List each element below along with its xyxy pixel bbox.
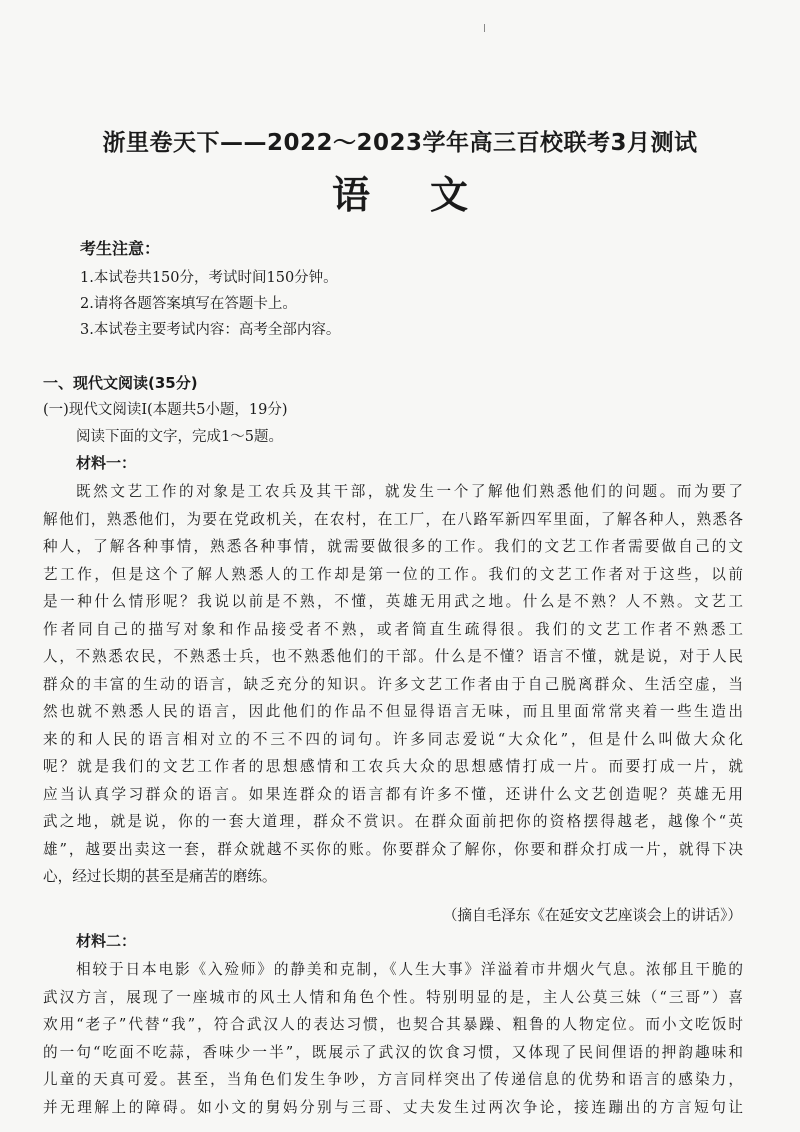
reading-instruction: 阅读下面的文字，完成1～5题。 (76, 429, 283, 445)
exam-title: 浙里卷天下——2022～2023学年高三百校联考3月测试 (102, 130, 698, 156)
text-line: 群众的丰富的生动的语言，缺乏充分的知识。许多文艺工作者由于自己脱离群众、生活空虚，当 (43, 675, 743, 693)
text-line: 作者同自己的描写对象和作品接受者不熟，或者简直生疏得很。我们的文艺工作者不熟悉工 (43, 620, 743, 638)
text-line: 既然文艺工作的对象是工农兵及其干部，就发生一个了解他们熟悉他们的问题。而为要了 (76, 483, 743, 500)
subsection-heading: (一)现代文阅读Ⅰ(本题共5小题，19分) (43, 402, 288, 418)
text-line: 相较于日本电影《入殓师》的静美和克制，《人生大事》洋溢着市井烟火气息。浓郁且干脆的 (76, 961, 743, 978)
text-line: 艺工作，但是这个了解人熟悉人的工作却是第一位的工作。我们的文艺工作者对于这些，以前 (43, 565, 743, 583)
notice-item: 2.请将各题答案填写在答题卡上。 (80, 296, 297, 312)
text-line: 欢用“老子”代替“我”，符合武汉人的表达习惯，也契合其暴躁、粗鲁的人物定位。而小文吃饭时 (43, 1016, 743, 1033)
text-line: 来的和人民的语言相对立的不三不四的词句。许多同志爱说“大众化”，但是什么叫做大众化 (43, 730, 743, 748)
material-one-heading: 材料一： (76, 454, 137, 472)
section-heading: 一、现代文阅读(35分) (43, 374, 198, 392)
scan-mark (484, 24, 485, 32)
text-line: 的一句“吃面不吃蒜，香味少一半”，既展示了武汉的饮食习惯，又体现了民间俚语的押韵趣味和 (43, 1043, 743, 1061)
subject-title: 语文 (331, 173, 528, 217)
text-line: 是一种什么情形呢？我说以前是不熟，不懂，英雄无用武之地。什么是不熟？人不熟。文艺工 (43, 593, 743, 610)
notice-item: 1.本试卷共150分，考试时间150分钟。 (80, 270, 338, 286)
material-two-heading: 材料二： (76, 932, 137, 950)
text-line: 儿童的天真可爱。甚至，当角色们发生争吵，方言同样突出了传递信息的优势和语言的感染力， (43, 1071, 743, 1088)
notice-item: 3.本试卷主要考试内容：高考全部内容。 (80, 322, 341, 338)
text-line: 种人，了解各种事情，熟悉各种事情，就需要做很多的工作。我们的文艺工作者需要做自己的文 (43, 538, 743, 555)
text-line: 武之地，就是说，你的一套大道理，群众不赏识。在群众面前把你的资格摆得越老，越像个“英 (43, 813, 743, 830)
text-line: 心，经过长期的甚至是痛苦的磨练。 (43, 868, 277, 885)
notice-heading: 考生注意： (80, 239, 161, 258)
text-line: 并无理解上的障碍。如小文的舅妈分别与三哥、丈夫发生过两次争论，接连蹦出的方言短句让 (43, 1098, 743, 1116)
text-line: 解他们，熟悉他们，为要在党政机关，在农村，在工厂，在八路军新四军里面，了解各种人，熟悉各 (43, 510, 743, 528)
text-line: 然也就不熟悉人民的语言，因此他们的作品不但显得语言无味，而且里面常常夹着一些生造出 (43, 703, 743, 720)
text-line: 呢？就是我们的文艺工作者的思想感情和工农兵大众的思想感情打成一片。而要打成一片，就 (43, 758, 743, 775)
text-line: 应当认真学习群众的语言。如果连群众的语言都有许多不懂，还讲什么文艺创造呢？英雄无用 (43, 785, 743, 803)
text-line: 雄”，越要出卖这一套，群众就越不买你的账。你要群众了解你，你要和群众打成一片，就得下决 (43, 840, 743, 858)
text-line: 武汉方言，展现了一座城市的风土人情和角色个性。特别明显的是，主人公莫三妹（“三哥”）喜 (43, 988, 743, 1006)
material-one-source: （摘自毛泽东《在延安文艺座谈会上的讲话》） (442, 907, 742, 924)
text-line: 人，不熟悉农民，不熟悉士兵，也不熟悉他们的干部。什么是不懂？语言不懂，就是说，对于人民 (43, 648, 743, 665)
